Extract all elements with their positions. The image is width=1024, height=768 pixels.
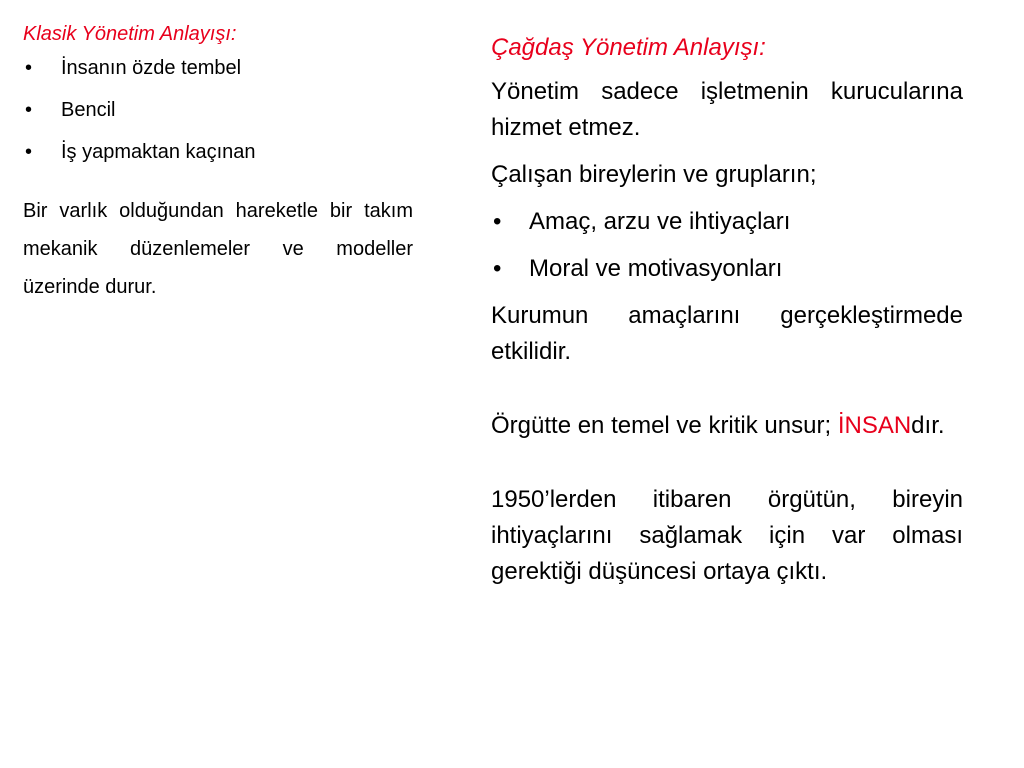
list-item — [491, 251, 963, 287]
paragraph-4-suffix: dır. — [911, 412, 945, 439]
classic-description-paragraph: Bir varlık olduğundan hareketle bir takım mekanik düzenlemeler ve modeller üzerinde durur. — [23, 200, 413, 298]
list-item — [491, 204, 963, 240]
modern-management-column — [491, 30, 963, 601]
modern-bullet-list — [491, 204, 963, 287]
list-item — [23, 138, 413, 166]
list-item — [23, 96, 413, 124]
bullet-icon: • — [493, 208, 502, 235]
modern-management-heading: Çağdaş Yönetim Anlayışı: — [491, 34, 766, 61]
paragraph-4-prefix: Örgütte en temel ve kritik unsur; — [491, 412, 838, 439]
modern-paragraph-1: Yönetim sadece işletmenin kurucularına hizmet etmez. — [491, 78, 963, 141]
modern-paragraph-3: Kurumun amaçlarını gerçekleştirmede etkilidir. — [491, 302, 963, 365]
classic-management-heading: Klasik Yönetim Anlayışı: — [23, 23, 237, 45]
bullet-icon: • — [25, 141, 33, 163]
human-highlight: İNSAN — [837, 412, 912, 439]
bullet-text: Amaç, arzu ve ihtiyaçları — [529, 208, 791, 235]
bullet-text: İş yapmaktan kaçınan — [61, 141, 256, 163]
bullet-icon: • — [25, 57, 33, 79]
classic-management-column — [23, 20, 413, 306]
modern-paragraph-2: Çalışan bireylerin ve grupların; — [491, 161, 817, 188]
bullet-text: Bencil — [61, 99, 116, 121]
classic-bullet-list — [23, 54, 413, 166]
list-item — [23, 54, 413, 82]
bullet-icon: • — [493, 255, 502, 282]
bullet-text: İnsanın özde tembel — [61, 57, 242, 79]
modern-paragraph-5: 1950’lerden itibaren örgütün, bireyin ihtiyaçlarını sağlamak için var olması gerektiği düşüncesi ortaya çıktı. — [491, 486, 963, 585]
bullet-icon: • — [25, 99, 33, 121]
modern-paragraph-4 — [491, 408, 963, 444]
bullet-text: Moral ve motivasyonları — [529, 255, 783, 282]
